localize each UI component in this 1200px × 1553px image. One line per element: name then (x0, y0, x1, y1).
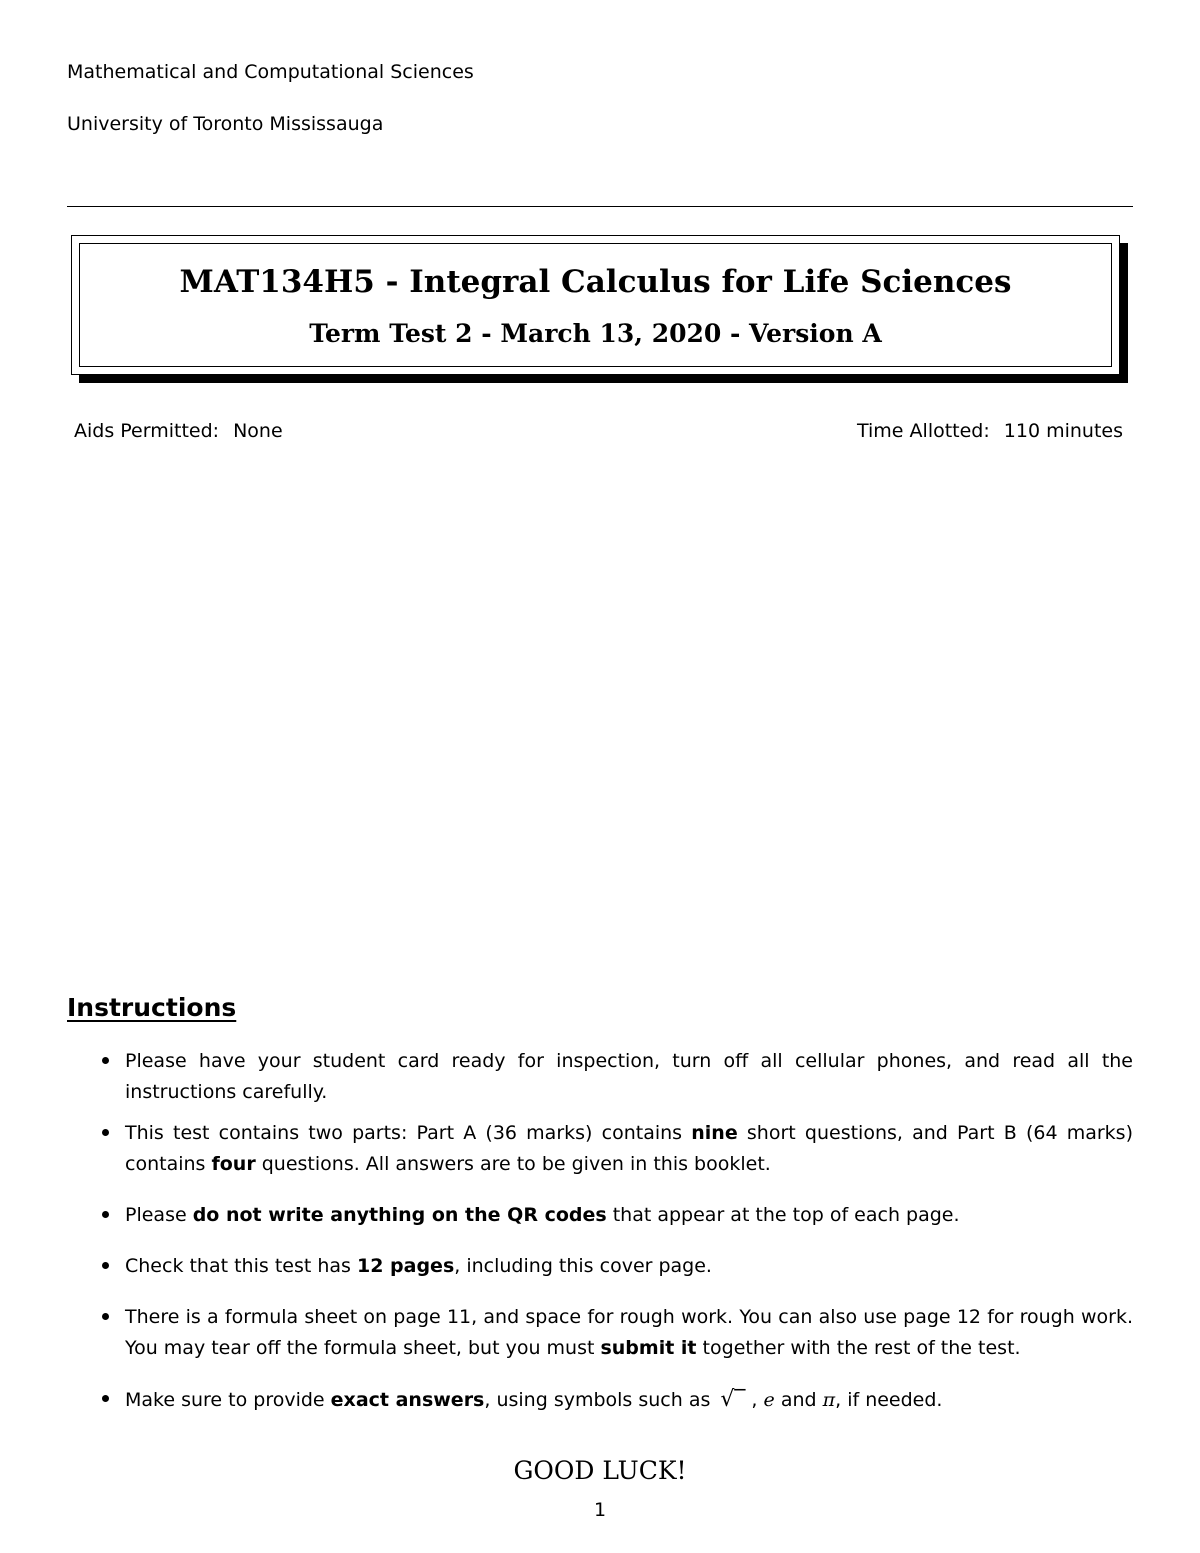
bold-text: four (211, 1153, 256, 1175)
text-span: There is a formula sheet on page 11, and space for rough work. You can also use page 12 for rough work. You may tear off the formula sheet, but you must (125, 1306, 1133, 1359)
bold-text: 12 pages (356, 1255, 455, 1277)
text-span: and (780, 1389, 817, 1411)
text-span: together with the rest of the test. (696, 1337, 1021, 1359)
text-span: Please (125, 1204, 193, 1226)
bullet-icon (102, 1129, 109, 1136)
text-span: that appear at the top of each page. (606, 1204, 960, 1226)
title-box (71, 235, 1120, 375)
instruction-text (125, 1251, 1133, 1282)
aids-permitted (74, 420, 283, 442)
e-symbol: e (763, 1389, 775, 1411)
bullet-icon (102, 1057, 109, 1064)
bold-text: submit it (600, 1337, 697, 1359)
pi-symbol: π (822, 1389, 836, 1411)
bold-text: nine (691, 1122, 738, 1144)
university-name: University of Toronto Mississauga (67, 113, 384, 135)
bullet-icon (102, 1262, 109, 1269)
bold-text: do not write anything on the QR codes (192, 1204, 607, 1226)
time-value: 110 minutes (1003, 420, 1123, 442)
sqrt-symbol: √‾ (720, 1387, 746, 1412)
aids-label: Aids Permitted: (74, 420, 220, 442)
department-name: Mathematical and Computational Sciences (67, 61, 474, 83)
bold-text: exact answers (330, 1389, 485, 1411)
course-title: MAT134H5 - Integral Calculus for Life Sciences (179, 264, 1012, 300)
text-span: This test contains two parts: Part A (36 marks) contains (125, 1122, 692, 1144)
good-luck-message: GOOD LUCK! (513, 1456, 687, 1485)
instruction-text (125, 1384, 1133, 1416)
page-number: 1 (593, 1499, 607, 1521)
bullet-icon (102, 1313, 109, 1320)
instruction-text (125, 1302, 1133, 1364)
time-allotted (857, 420, 1123, 442)
aids-value: None (233, 420, 283, 442)
bullet-icon (102, 1395, 109, 1402)
instruction-text (125, 1118, 1133, 1180)
text-span: , (751, 1389, 758, 1411)
text-span: Make sure to provide (125, 1389, 331, 1411)
text-span: questions. All answers are to be given in this booklet. (255, 1153, 771, 1175)
text-span: , using symbols such as (484, 1389, 711, 1411)
text-span: , including this cover page. (454, 1255, 712, 1277)
instruction-text: Please have your student card ready for inspection, turn off all cellular phones, and read all the instructions carefully. (125, 1050, 1133, 1103)
text-span: short questions, and Part B (64 marks) contains (125, 1122, 1133, 1175)
text-span: Check that this test has (125, 1255, 357, 1277)
instruction-text (125, 1200, 1133, 1231)
header-divider (67, 206, 1133, 207)
test-subtitle: Term Test 2 - March 13, 2020 - Version A (309, 319, 882, 348)
bullet-icon (102, 1211, 109, 1218)
title-box-inner (79, 243, 1112, 367)
time-label: Time Allotted: (857, 420, 990, 442)
text-span: , if needed. (835, 1389, 943, 1411)
instructions-heading: Instructions (67, 993, 237, 1022)
